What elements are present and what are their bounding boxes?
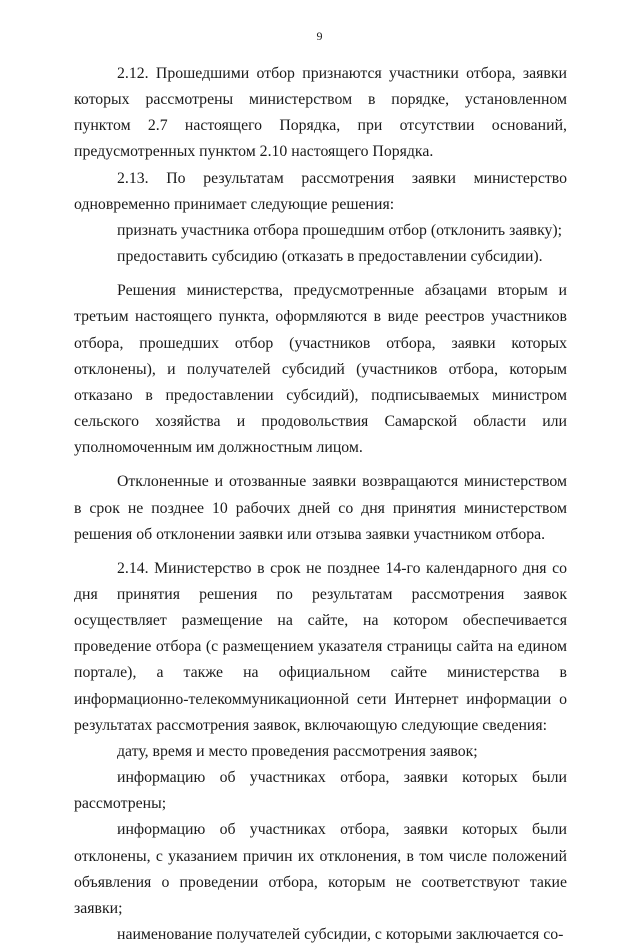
paragraph-registries: Решения министерства, предусмотренные абзацами вторым и третьим настоящего пункта, оформляются в виде реестров участников отбора, прошедших отбор (участников отбора, заявки которых отклонены), и получателей субсидий (участников отбора, которым отказано в предоставлении субсидий), подписываемых министром сельского хозяйства и продовольствия Самарской области или уполномоченным им должностным лицом. — [74, 282, 567, 457]
paragraph-rejected-returned: Отклоненные и отозванные заявки возвращаются министерством в срок не позднее 10 рабочих дней со дня принятия министерством решения об отклонении заявки или отзыва заявки участником отбора. — [74, 473, 567, 543]
list-item-subsidy-recipients: наименование получателей субсидии, с которыми заключается со- — [117, 926, 564, 943]
paragraph-decision-select: признать участника отбора прошедшим отбор (отклонить заявку); — [117, 221, 563, 239]
paragraph-2-13: 2.13. По результатам рассмотрения заявки министерство одновременно принимает следующие решения: — [74, 169, 567, 213]
paragraph-decision-subsidy: предоставить субсидию (отказать в предоставлении субсидии). — [117, 248, 543, 266]
list-item-considered-participants: информацию об участниках отбора, заявки которых были рассмотрены; — [74, 769, 567, 813]
paragraph-2-14: 2.14. Министерство в срок не позднее 14-го календарного дня со дня принятия решения по результатам рассмотрения заявок осуществляет размещение на сайте, на котором обеспечивается проведение отбора (с размещением указателя страницы сайта на едином портале), а также на официальном сайте министерства в информационно-телекоммуникационной сети Интернет информации о результатах рассмотрения заявок, включающую следующие сведения: — [74, 559, 567, 734]
list-item-rejected-participants: информацию об участниках отбора, заявки которых были отклонены, с указанием причин их отклонения, в том числе положений объявления о проведении отбора, которым не соответствуют такие заявки; — [74, 821, 567, 917]
paragraph-2-12: 2.12. Прошедшими отбор признаются участники отбора, заявки которых рассмотрены министерством в порядке, установленном пунктом 2.7 настоящего Порядка, при отсутствии оснований, предусмотренных пунктом 2.10 настоящего Порядка. — [74, 65, 567, 161]
document-body — [74, 61, 567, 948]
list-item-date-time-place: дату, время и место проведения рассмотрения заявок; — [117, 742, 478, 760]
page-number: 9 — [316, 29, 323, 43]
